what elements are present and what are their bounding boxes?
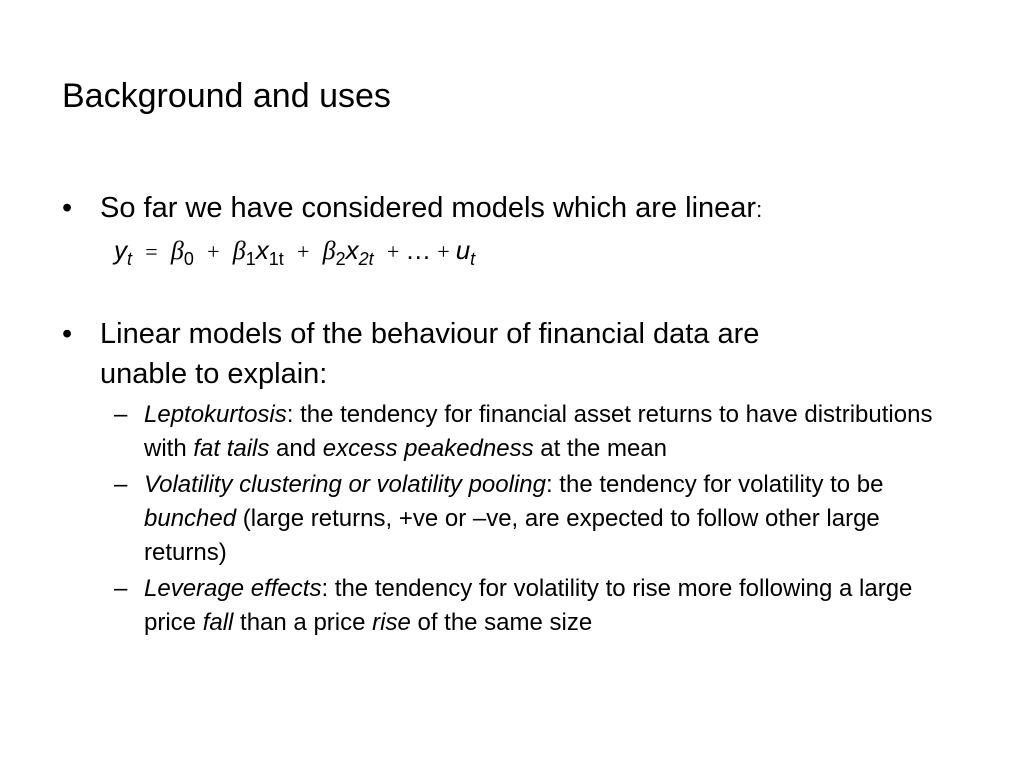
formula-beta0: β [170,236,184,265]
formula-u: u [455,235,471,265]
formula-beta2: β [322,236,336,265]
formula-beta0-sub: 0 [183,249,194,269]
formula-x1-sub: 1t [268,249,284,269]
dash-marker: – [114,401,128,428]
dash-marker: – [114,575,128,602]
bullet-linear-models [62,188,962,230]
bullet-unable-to-explain [62,314,962,394]
formula-beta1-sub: 1 [245,249,256,269]
bullet-colon: : [756,197,763,222]
bullet-text-line1: Linear models of the behaviour of financial data are [100,318,760,350]
bullet-text: So far we have considered models which are linear [100,192,757,224]
slide-title: Background and uses [62,77,391,115]
emphasis-excess-peakedness: excess peakedness [322,435,534,462]
bullet-marker: • [62,192,73,224]
formula-plus-1: + [207,239,220,264]
formula-x1: x [255,235,269,265]
formula-x2-sub: 2t [358,249,374,269]
emphasis-rise: rise [372,609,411,636]
emphasis-fat-tails: fat tails [193,435,270,462]
sub-item-text: (large returns, +ve or –ve, are expected to follow other large returns) [144,505,880,566]
sub-bullet-list [114,398,962,640]
bullet-marker: • [62,318,73,350]
emphasis-bunched: bunched [144,505,237,532]
formula-x2: x [345,235,359,265]
linear-model-formula [114,230,962,270]
term-volatility-clustering: Volatility clustering or volatility pooling [144,471,546,498]
sub-item-text: and [269,435,323,462]
bullet-text-line2: unable to explain: [100,358,328,390]
formula-y-sub: t [127,249,133,269]
dash-marker: – [114,471,128,498]
formula-u-sub: t [470,249,476,269]
formula-plus-3: + [386,239,400,264]
formula-y: y [114,235,127,265]
sub-item-leverage-effects [114,572,962,640]
sub-item-text: than a price [233,609,373,636]
term-leverage-effects: Leverage effects [144,575,322,602]
sub-item-text: at the mean [533,435,667,462]
sub-item-text: : the tendency for volatility to be [545,471,884,498]
sub-item-volatility-clustering [114,468,962,570]
formula-beta1: β [232,236,246,265]
slide-body [62,188,962,642]
sub-item-text: of the same size [410,609,593,636]
formula-plus-2: + [296,239,310,264]
emphasis-fall: fall [202,609,234,636]
formula-equals: = [145,239,158,264]
formula-plus-4: + [437,239,450,264]
sub-item-text: : the tendency for volatility to rise more following a large price [144,575,913,636]
spacer [62,270,962,314]
formula-beta2-sub: 2 [335,249,346,269]
sub-item-text: : the tendency for financial asset returns to have distributions with [144,401,933,462]
sub-item-leptokurtosis [114,398,962,466]
formula-dots: … [405,235,432,265]
term-leptokurtosis: Leptokurtosis [144,401,287,428]
